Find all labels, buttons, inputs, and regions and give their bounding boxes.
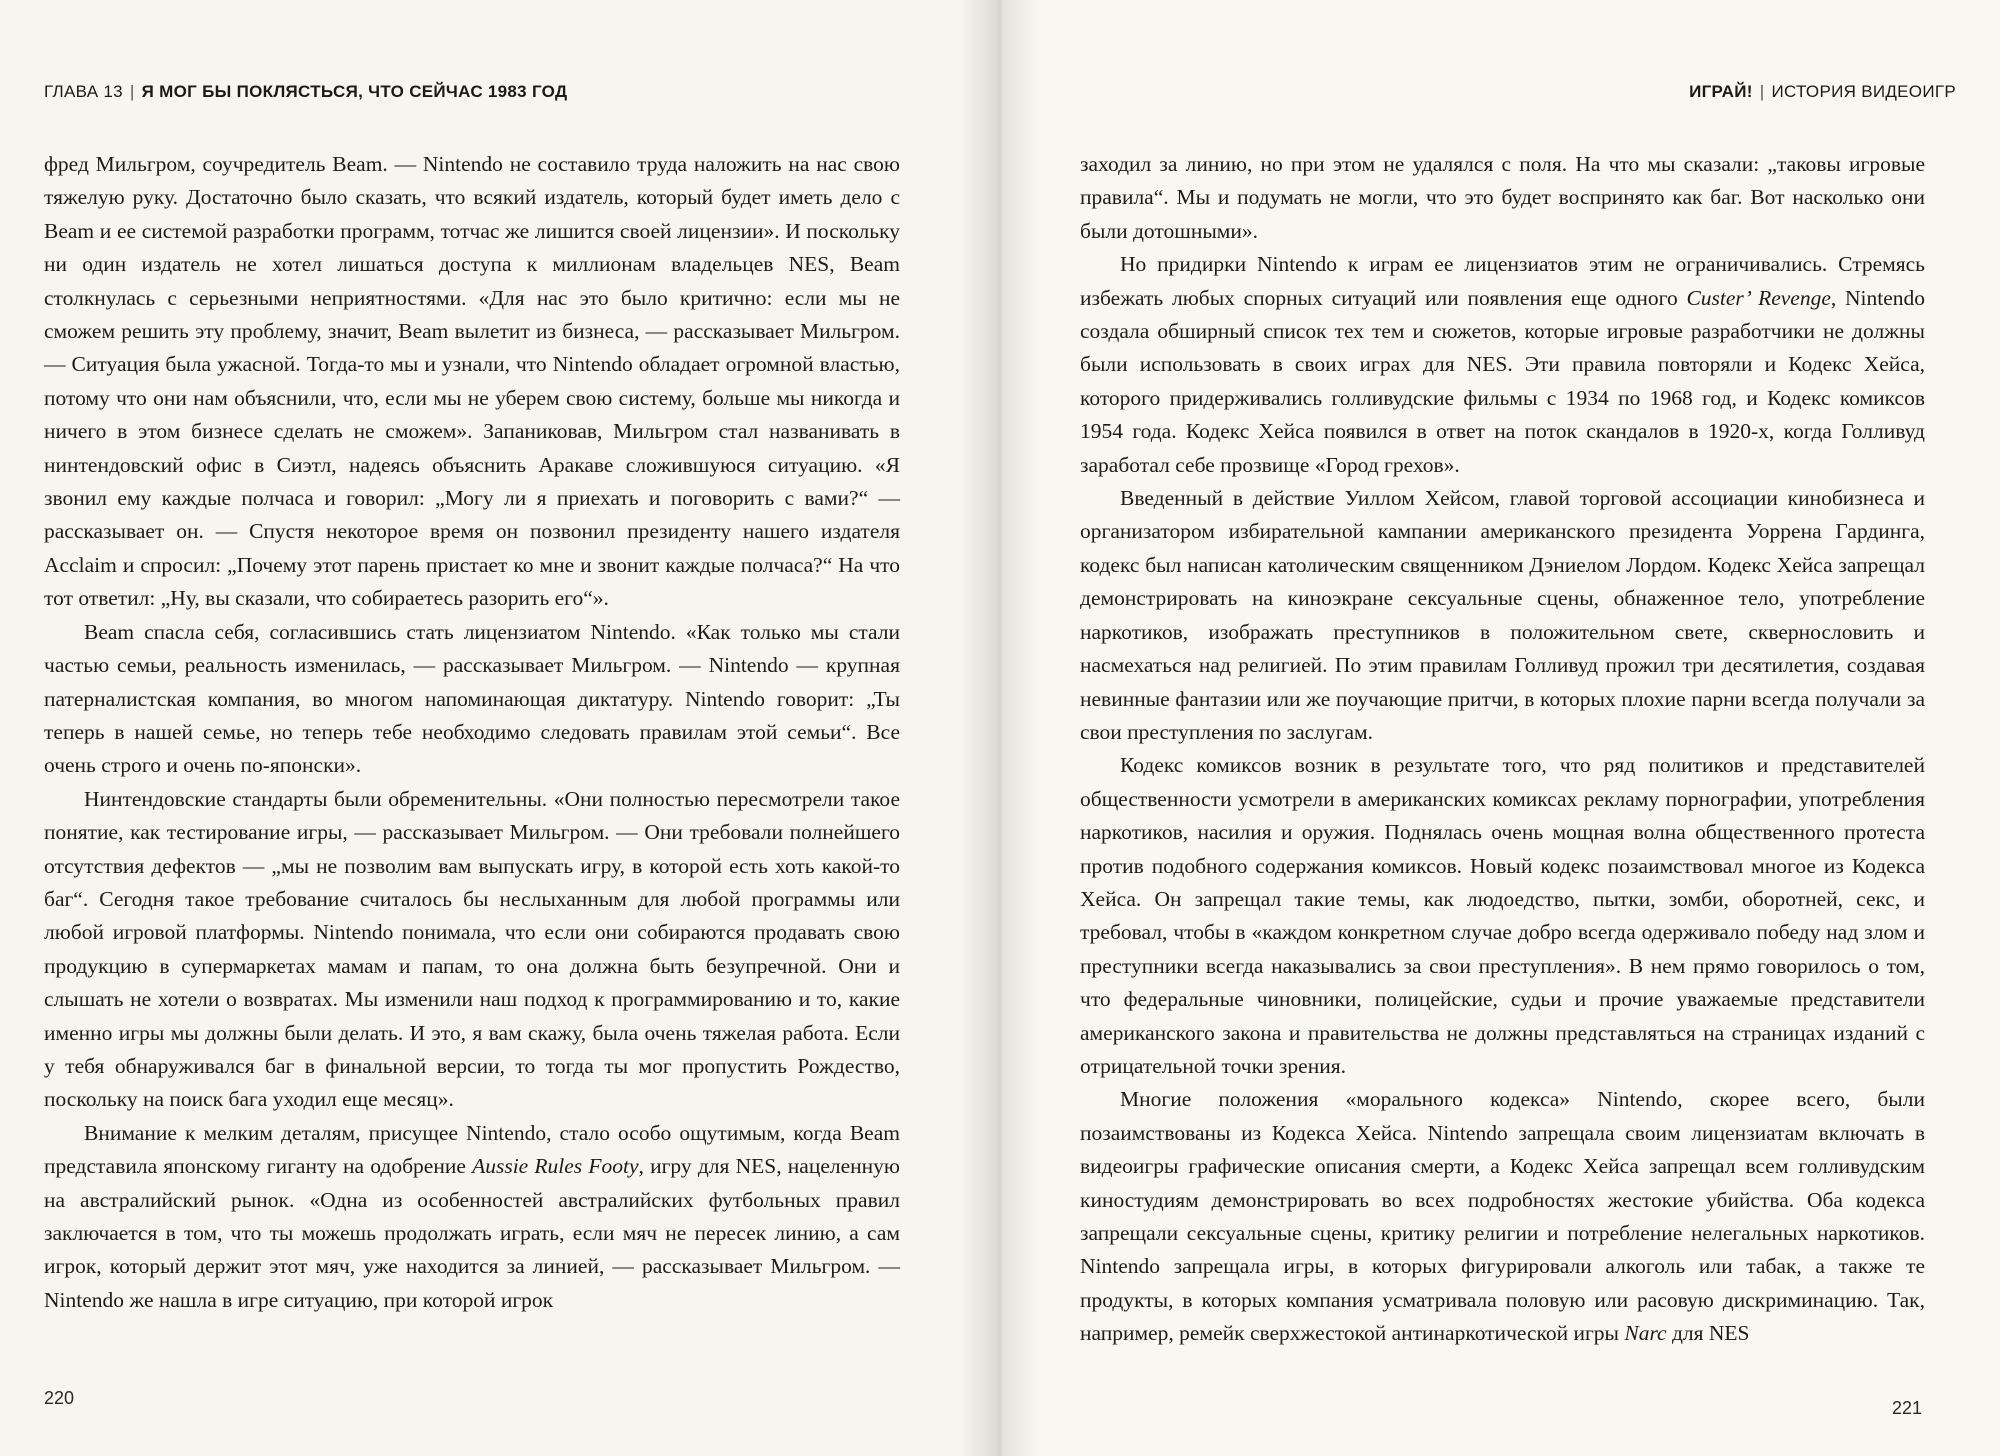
- paragraph-text: Но придирки Nintendo к играм ее лицензиатов этим не ограничивались. Стремясь избежать любых спорных ситуаций или появления еще одного: [1080, 252, 1925, 310]
- header-separator: |: [129, 82, 135, 101]
- page-number-left: 220: [44, 1388, 75, 1408]
- right-page: [1000, 0, 2000, 1456]
- paragraph: [1080, 248, 1925, 482]
- header-separator: |: [1759, 82, 1765, 101]
- game-title-italic: Aussie Rules Footy: [472, 1154, 639, 1179]
- paragraph-text: , Nintendo создала обширный список тех тем и сюжетов, которые игровые разработчики не должны были использовать в своих играх для NES. Эти правила повторяли и Кодекс Хейса, которого придерживались голливудские фильмы с 1934 по 1968 год, и Кодекс комиксов 1954 года. Кодекс Хейса появился в ответ на поток скандалов в 1920-х, когда Голливуд заработал себе прозвище «Город грехов».: [1080, 285, 1926, 477]
- book-title: ИГРАЙ!: [1689, 82, 1753, 101]
- paragraph-text: Внимание к мелким деталям, присущее Nintendo, стало особо ощутимым, когда Beam представила японскому гиганту на одобрение: [44, 1120, 900, 1179]
- chapter-title: Я МОГ БЫ ПОКЛЯСТЬСЯ, ЧТО СЕЙЧАС 1983 ГОД: [141, 82, 568, 101]
- paragraph: Нинтендовские стандарты были обременительны. «Они полностью пересмотрели такое понятие, как тестирование игры, — рассказывает Мильгром. — Они требовали полнейшего отсутствия дефектов — „мы не позволим вам выпускать игру, в которой есть хоть какой-то баг“. Сегодня такое требование считалось бы неслыханным для любой программы или любой игровой платформы. Nintendo понимала, что если они собираются продавать свою продукцию в супермаркетах мамам и папам, то она должна быть безупречной. Они и слышать не хотели о возвратах. Мы изменили наш подход к программированию и то, какие именно игры мы должны были делать. И это, я вам скажу, была очень тяжелая работа. Если у тебя обнаруживался баг в финальной версии, то тогда ты мог пропустить Рождество, поскольку на поиск бага уходил еще месяц».: [44, 786, 900, 1112]
- paragraph: заходил за линию, но при этом не удалялся с поля. На что мы сказали: „таковы игровые правила“. Мы и подумать не могли, что это будет воспринято как баг. Вот насколько они были дотошными».: [1080, 152, 1925, 243]
- paragraph-text: , игру для NES, нацеленную на австралийский рынок. «Одна из особенностей австралийских футбольных правил заключается в том, что ты можешь продолжать играть, если мяч не пересек линию, а сам игрок, который держит этот мяч, уже находится за линией, — рассказывает Мильгром. — Nintendo же нашла в игре ситуацию, при которой игрок: [44, 1154, 900, 1312]
- game-title-italic: Narc: [1624, 1321, 1667, 1346]
- book-subtitle: ИСТОРИЯ ВИДЕОИГР: [1771, 82, 1956, 101]
- paragraph: [1080, 1083, 1925, 1350]
- page-number-right: 221: [1891, 1398, 1922, 1418]
- left-running-head: [44, 82, 567, 102]
- left-body-text: [44, 148, 900, 1317]
- paragraph: Кодекс комиксов возник в результате того, что ряд политиков и представителей общественности усмотрели в американских комиксах рекламу порнографии, употребления наркотиков, насилия и оружия. Поднялась очень мощная волна общественного протеста против подобного содержания комиксов. Новый кодекс позаимствовал многое из Кодекса Хейса. Он запрещал такие темы, как людоедство, пытки, зомби, оборотней, секс, и требовал, чтобы в «каждом конкретном случае добро всегда одерживало победу над злом и преступники всегда наказывались за свои преступления». В нем прямо говорилось о том, что федеральные чиновники, полицейские, судьи и прочие уважаемые представители американского закона и правительства не должны представляться на страницах изданий с отрицательной точки зрения.: [1080, 753, 1925, 1078]
- chapter-number: ГЛАВА 13: [44, 82, 123, 101]
- paragraph: фред Мильгром, соучредитель Beam. — Nintendo не составило труда наложить на нас свою тяжелую руку. Достаточно было сказать, что всякий издатель, который будет иметь дело с Beam и ее системой разработки программ, тотчас же лишится своей лицензии». И поскольку ни один издатель не хотел лишаться доступа к миллионам владельцев NES, Beam столкнулась с серьезными неприятностями. «Для нас это было критично: если мы не сможем решить эту проблему, значит, Beam вылетит из бизнеса, — рассказывает Мильгром. — Ситуация была ужасной. Тогда-то мы и узнали, что Nintendo обладает огромной властью, потому что они нам объяснили, что, если мы не уберем свою систему, больше мы никогда и ничего в этом бизнесе сделать не сможем». Запаниковав, Мильгром стал названивать в нинтендовский офис в Сиэтл, надеясь объяснить Аракаве сложившуюся ситуацию. «Я звонил ему каждые полчаса и говорил: „Могу ли я приехать и поговорить с вами?“ — рассказывает он. — Спустя некоторое время он позвонил президенту нашего издателя Acclaim и спросил: „Почему этот парень пристает ко мне и звонит каждые полчаса?“ На что тот ответил: „Ну, вы сказали, что собираетесь разорить его“».: [44, 152, 900, 611]
- right-running-head: [1689, 82, 1956, 102]
- paragraph: Beam спасла себя, согласившись стать лицензиатом Nintendo. «Как только мы стали частью семьи, реальность изменилась, — рассказывает Мильгром. — Nintendo — крупная патерналистская компания, во многом напоминающая диктатуру. Nintendo говорит: „Ты теперь в нашей семье, но теперь тебе необходимо следовать правилам этой семьи“. Все очень строго и очень по-японски».: [44, 619, 900, 778]
- paragraph: Введенный в действие Уиллом Хейсом, главой торговой ассоциации кинобизнеса и организатором избирательной кампании американского президента Уоррена Гардинга, кодекс был написан католическим священником Дэниелом Лордом. Кодекс Хейса запрещал демонстрировать на киноэкране сексуальные сцены, обнаженное тело, употребление наркотиков, изображать преступников в положительном свете, сквернословить и насмехаться над религией. По этим правилам Голливуд прожил три десятилетия, создавая невинные фантазии или же поучающие притчи, в которых плохие парни всегда получали за свои преступления по заслугам.: [1080, 486, 1925, 744]
- game-title-italic: Custer’ Revenge: [1686, 285, 1831, 310]
- paragraph-text: Многие положения «морального кодекса» Nintendo, скорее всего, были позаимствованы из Кодекса Хейса. Nintendo запрещала своим лицензиатам включать в видеоигры графические описания смерти, а Кодекс Хейса запрещал всем голливудским киностудиям демонстрировать во всех подробностях жестокие убийства. Оба кодекса запрещали сексуальные сцены, критику религии и потребление нелегальных наркотиков. Nintendo запрещала игры, в которых фигурировали алкоголь или табак, а также те продукты, в которых компания усматривала половую или расовую дискриминацию. Так, например, ремейк сверхжестокой антинаркотической игры: [1080, 1087, 1925, 1346]
- paragraph: [44, 1117, 900, 1317]
- paragraph-text: для NES: [1671, 1321, 1750, 1346]
- right-body-text: [1080, 148, 1925, 1351]
